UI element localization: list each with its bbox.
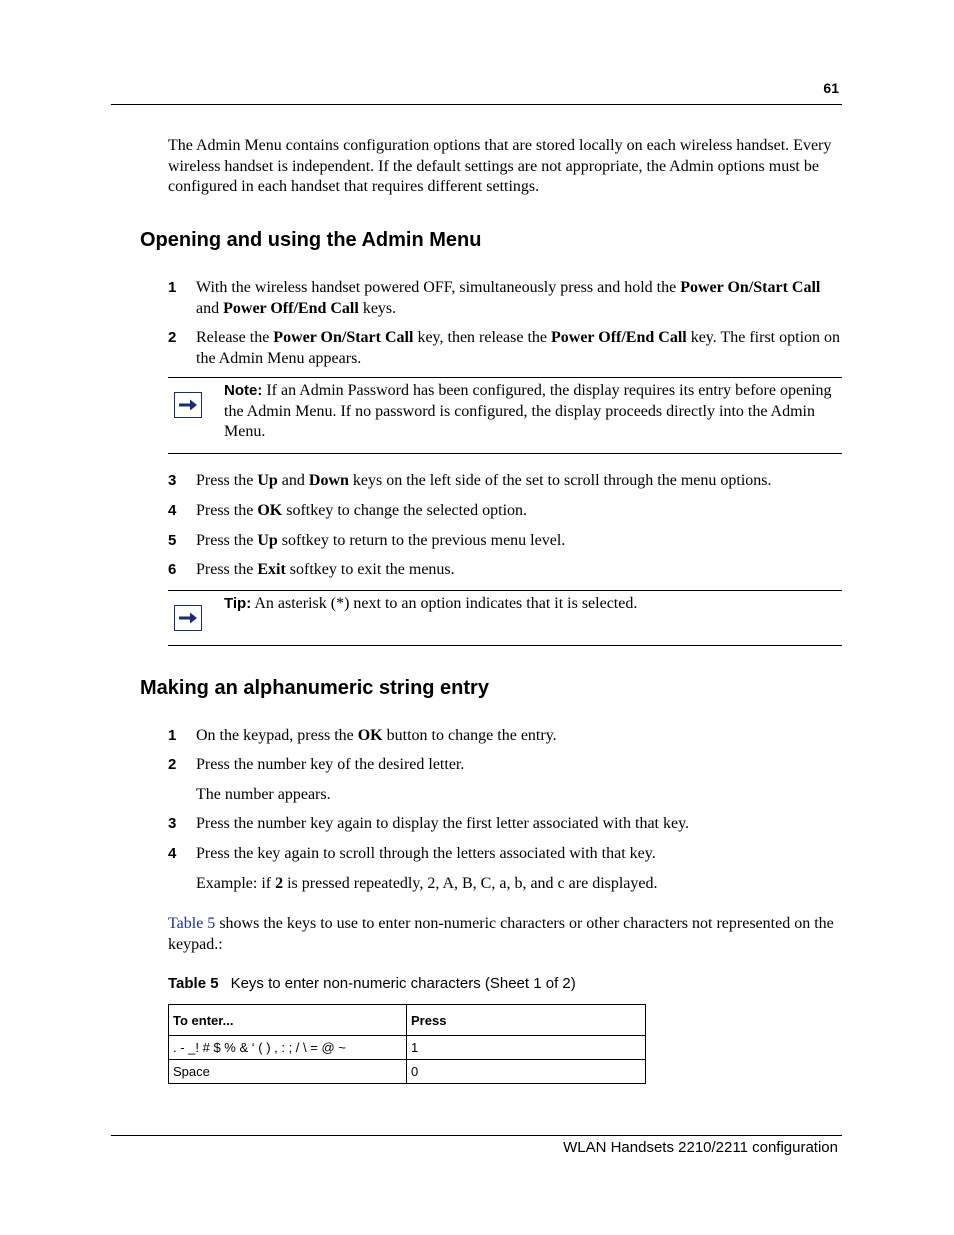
step-text: keys on the left side of the set to scroll through the menu options.	[348, 472, 772, 489]
step-2	[168, 755, 840, 805]
table-cell: Space	[169, 1060, 407, 1084]
step-2	[168, 328, 840, 369]
reference-text: shows the keys to use to enter non-numeric characters or other characters not represented on the keypad.:	[168, 915, 834, 953]
step-text: softkey to change the selected option.	[282, 502, 528, 519]
header-rule	[111, 104, 842, 105]
step-number: 3	[168, 472, 177, 489]
table-header-row	[169, 1005, 646, 1036]
step-text: key, then release the	[413, 329, 551, 346]
key-name: Up	[257, 472, 278, 489]
footer-title: WLAN Handsets 2210/2211 configuration	[563, 1139, 838, 1156]
step-text: Press the	[196, 561, 258, 578]
step-text: Press the	[196, 502, 258, 519]
keys-table	[168, 1004, 646, 1084]
key-name: Power Off/End Call	[223, 299, 359, 317]
footer-rule	[111, 1135, 842, 1136]
key-name: Up	[257, 532, 278, 549]
key-name: Power Off/End Call	[551, 329, 687, 346]
tip-text	[224, 594, 842, 615]
note-box	[168, 377, 842, 454]
step-number: 5	[168, 532, 177, 549]
step-text: button to change the entry.	[382, 727, 557, 744]
step-result: The number appears.	[196, 785, 331, 803]
step-text: keys.	[358, 299, 397, 317]
step-number: 4	[168, 845, 177, 862]
key-name: Power On/Start Call	[273, 329, 414, 346]
key-name: Exit	[257, 561, 286, 578]
step-text: and	[277, 472, 309, 489]
table-cell: . - _! # $ % & ‘ ( ) , : ; / \ = @ ~	[169, 1036, 407, 1060]
table-caption-text: Keys to enter non-numeric characters (Sheet 1 of 2)	[230, 975, 576, 992]
step-text: On the keypad, press the	[196, 727, 358, 744]
step-4	[168, 844, 840, 894]
step-number: 1	[168, 279, 177, 296]
step-4	[168, 501, 840, 522]
table-reference-paragraph	[168, 914, 840, 955]
note-text	[224, 381, 842, 443]
step-text: softkey to return to the previous menu level.	[277, 532, 566, 549]
step-text: key. The first option on the Admin Menu appears.	[196, 329, 841, 367]
page-number: 61	[823, 80, 839, 96]
tip-box	[168, 590, 842, 646]
step-number: 1	[168, 727, 177, 744]
step-number: 4	[168, 502, 177, 519]
column-header: To enter...	[169, 1005, 407, 1036]
step-text: With the wireless handset powered OFF, simultaneously press and hold the	[196, 279, 681, 296]
step-text: softkey to exit the menus.	[285, 561, 455, 578]
table-cell: 0	[407, 1060, 646, 1084]
note-body: If an Admin Password has been configured, the display requires its entry before opening the Admin Menu. If no password is configured, the display proceeds directly into the Admin Menu.	[224, 382, 832, 440]
key-name: OK	[257, 502, 283, 519]
table-caption-label: Table 5	[168, 975, 219, 992]
step-example: Example: if 2 is pressed repeatedly, 2, A, B, C, a, b, and c are displayed.	[196, 874, 658, 892]
step-1	[168, 278, 840, 319]
step-number: 6	[168, 561, 177, 578]
step-text: Press the	[196, 472, 258, 489]
step-number: 3	[168, 815, 177, 832]
step-text: Press the number key of the desired letter.	[196, 756, 465, 773]
tip-body: An asterisk (*) next to an option indicates that it is selected.	[251, 595, 638, 612]
arrow-right-icon	[174, 605, 202, 631]
step-text: Press the key again to scroll through the letters associated with that key.	[196, 845, 656, 862]
step-text: Press the	[196, 532, 258, 549]
section-heading-admin-menu: Opening and using the Admin Menu	[140, 229, 482, 251]
column-header: Press	[407, 1005, 646, 1036]
arrow-right-icon	[174, 392, 202, 418]
tip-label: Tip:	[224, 595, 252, 612]
intro-paragraph: The Admin Menu contains configuration options that are stored locally on each wireless handset. Every wireless handset is independent. If the default settings are not appropriate, the Admin options must be configured in each handset that requires different settings.	[168, 137, 832, 195]
note-label: Note:	[224, 382, 263, 399]
table-cell: 1	[407, 1036, 646, 1060]
table-row	[169, 1036, 646, 1060]
step-3	[168, 814, 840, 835]
step-1	[168, 726, 840, 747]
step-text: Release the	[196, 329, 274, 346]
step-text: Press the number key again to display the first letter associated with that key.	[196, 815, 690, 832]
key-name: OK	[357, 727, 383, 744]
step-5	[168, 531, 840, 552]
table-row	[169, 1060, 646, 1084]
table-5-link[interactable]: Table 5	[168, 915, 216, 932]
step-text: and	[196, 299, 224, 317]
step-3	[168, 471, 840, 492]
section-heading-alphanumeric: Making an alphanumeric string entry	[140, 677, 489, 699]
step-6	[168, 560, 840, 581]
key-name: Down	[308, 472, 349, 489]
step-number: 2	[168, 756, 177, 773]
key-name: Power On/Start Call	[680, 279, 821, 296]
table-caption	[168, 975, 576, 992]
step-number: 2	[168, 329, 177, 346]
